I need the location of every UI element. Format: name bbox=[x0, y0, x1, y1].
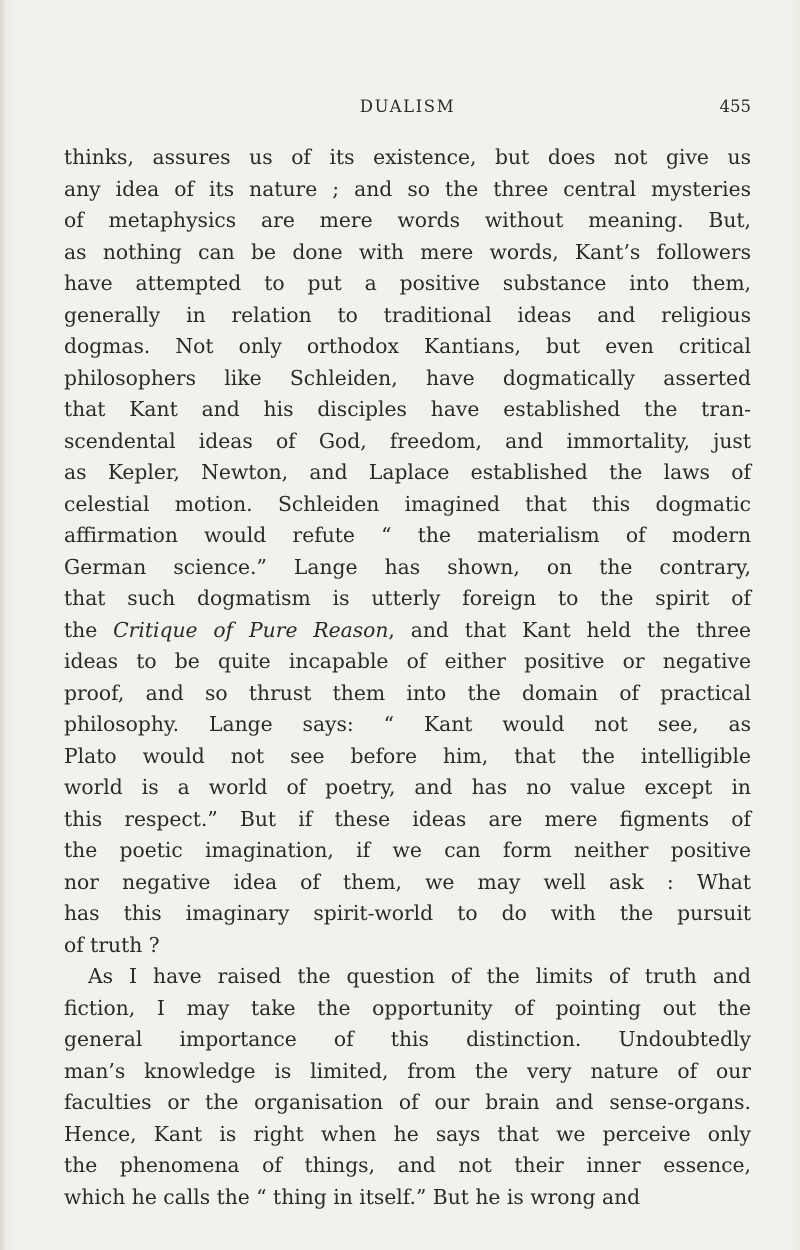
text-line: faculties or the organisation of our brain and sense-organs. bbox=[64, 1090, 751, 1114]
body-text bbox=[64, 142, 751, 1213]
text-line: nor negative idea of them, we may well ask : What bbox=[64, 869, 751, 894]
text-line: As I have raised the question of the limits of truth and bbox=[88, 964, 751, 988]
text-line: the poetic imagination, if we can form neither positive bbox=[64, 838, 751, 862]
text-run: , and that Kant held the three bbox=[388, 617, 751, 642]
text-line: that Kant and his disciples have established the tran- bbox=[64, 397, 751, 421]
text-line: thinks, assures us of its existence, but does not give us bbox=[64, 145, 751, 169]
text-line: world is a world of poetry, and has no value except in bbox=[64, 775, 751, 799]
text-line: the phenomena of things, and not their inner essence, bbox=[64, 1153, 751, 1177]
text-line: German science.” Lange has shown, on the contrary, bbox=[64, 554, 751, 579]
text-line: dogmas. Not only orthodox Kantians, but even critical bbox=[64, 334, 751, 358]
text-line: affirmation would refute “ the materialism of modern bbox=[64, 523, 751, 547]
text-line: of metaphysics are mere words without meaning. But, bbox=[64, 208, 751, 232]
text-line: have attempted to put a positive substance into them, bbox=[64, 271, 751, 295]
text-line bbox=[64, 615, 751, 647]
text-line: celestial motion. Schleiden imagined that this dogmatic bbox=[64, 491, 751, 516]
text-line: as Kepler, Newton, and Laplace established the laws of bbox=[64, 460, 751, 484]
paragraph bbox=[64, 142, 751, 961]
italic-book-title: Critique of Pure Reason bbox=[113, 617, 389, 642]
text-line: general importance of this distinction. Undoubtedly bbox=[64, 1027, 751, 1051]
text-line: ideas to be quite incapable of either positive or negative bbox=[64, 649, 751, 673]
text-line: as nothing can be done with mere words, Kant’s followers bbox=[64, 239, 751, 264]
page-gutter-shadow bbox=[0, 0, 6, 1250]
text-line: proof, and so thrust them into the domain of practical bbox=[64, 680, 751, 705]
text-line: any idea of its nature ; and so the three central mysteries bbox=[64, 176, 751, 201]
text-line: of truth ? bbox=[64, 932, 160, 957]
page-number: 455 bbox=[719, 97, 751, 116]
text-line: that such dogmatism is utterly foreign to the spirit of bbox=[64, 586, 751, 610]
running-title: DUALISM bbox=[359, 97, 456, 116]
text-line: generally in relation to traditional ideas and religious bbox=[64, 302, 751, 327]
text-line: man’s knowledge is limited, from the very nature of our bbox=[64, 1058, 751, 1083]
text-line: which he calls the “ thing in itself.” But he is wrong and bbox=[64, 1184, 641, 1209]
text-line: Plato would not see before him, that the intelligible bbox=[64, 743, 751, 768]
running-head bbox=[64, 95, 751, 119]
text-line: fiction, I may take the opportunity of pointing out the bbox=[64, 995, 751, 1020]
text-line: has this imaginary spirit-world to do with the pursuit bbox=[64, 901, 751, 925]
text-line: philosophy. Lange says: “ Kant would not see, as bbox=[64, 712, 751, 736]
text-line: this respect.” But if these ideas are mere figments of bbox=[64, 806, 751, 831]
text-run: the bbox=[64, 617, 114, 642]
text-line: Hence, Kant is right when he says that we perceive only bbox=[64, 1121, 751, 1146]
text-line: scendental ideas of God, freedom, and immortality, just bbox=[64, 428, 751, 453]
paragraph bbox=[64, 961, 751, 1213]
text-line: philosophers like Schleiden, have dogmatically asserted bbox=[64, 365, 751, 390]
